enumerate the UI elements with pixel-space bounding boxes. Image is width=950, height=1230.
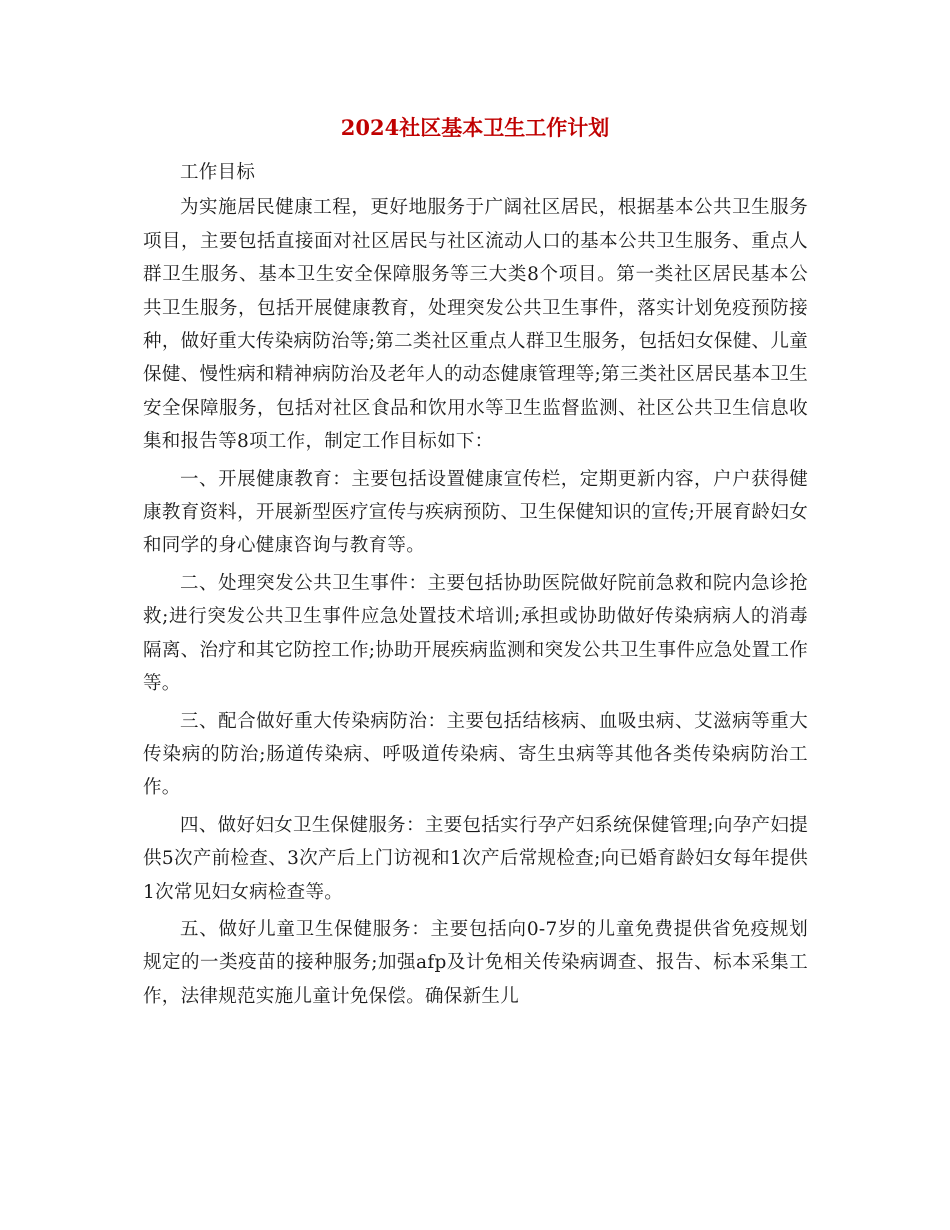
document-title: 2024社区基本卫生工作计划 — [340, 115, 610, 140]
section-heading: 工作目标 — [180, 162, 256, 183]
paragraph-intro: 为实施居民健康工程，更好地服务于广阔社区居民，根据基本公共卫生服务项目，主要包括直接面对社区居民与社区流动人口的基本公共卫生服务、重点人群卫生服务、基本卫生安全保障服务等三大类8个项目。第一类社区居民基本公共卫生服务，包括开展健康教育，处理突发公共卫生事件，落实计划免疫预防接种，做好重大传染病防治等;第二类社区重点人群卫生服务，包括妇女保健、儿童保健、慢性病和精神病防治及老年人的动态健康管理等;第三类社区居民基本卫生安全保障服务，包括对社区食品和饮用水等卫生监督监测、社区公共卫生信息收集和报告等8项工作，制定工作目标如下： — [143, 197, 808, 453]
paragraph-infectious-disease: 三、配合做好重大传染病防治：主要包括结核病、血吸虫病、艾滋病等重大传染病的防治;肠道传染病、呼吸道传染病、寄生虫病等其他各类传染病防治工作。 — [143, 710, 808, 799]
paragraph-health-education: 一、开展健康教育：主要包括设置健康宣传栏，定期更新内容，户户获得健康教育资料，开展新型医疗宣传与疾病预防、卫生保健知识的宣传;开展育龄妇女和同学的身心健康咨询与教育等。 — [143, 468, 808, 557]
document-body — [143, 156, 808, 1017]
paragraph-womens-health: 四、做好妇女卫生保健服务：主要包括实行孕产妇系统保健管理;向孕产妇提供5次产前检查、3次产后上门访视和1次产后常规检查;向已婚育龄妇女每年提供1次常见妇女病检查等。 — [143, 814, 808, 903]
paragraph-emergency-events: 二、处理突发公共卫生事件：主要包括协助医院做好院前急救和院内急诊抢救;进行突发公共卫生事件应急处置技术培训;承担或协助做好传染病病人的消毒隔离、治疗和其它防控工作;协助开展疾病监测和突发公共卫生事件应急处置工作等。 — [143, 572, 808, 695]
paragraph-childrens-health: 五、做好儿童卫生保健服务：主要包括向0-7岁的儿童免费提供省免疫规划规定的一类疫苗的接种服务;加强afp及计免相关传染病调查、报告、标本采集工作，法律规范实施儿童计免保偿。确保新生儿 — [143, 918, 808, 1007]
